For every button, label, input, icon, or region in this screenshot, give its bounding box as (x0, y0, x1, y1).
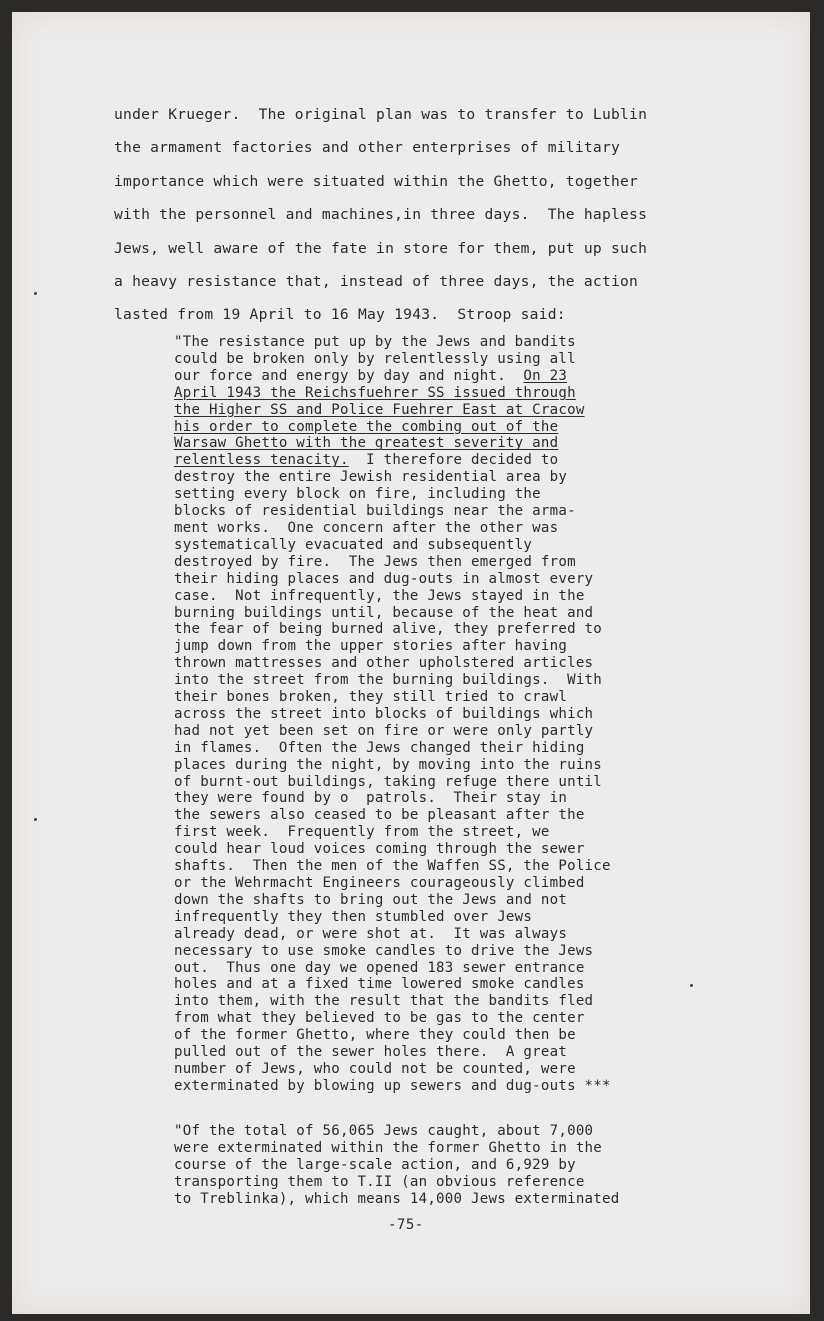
statistics-quote-block (174, 1123, 714, 1208)
text-line: under Krueger. The original plan was to transfer to Lublin (114, 106, 648, 123)
text-line: lasted from 19 April to 16 May 1943. Stroop said: (114, 306, 566, 324)
quote-line: blocks of residential buildings near the arma- (174, 503, 576, 520)
main-paragraph (114, 98, 724, 332)
quote-line: into them, with the result that the bandits fled (174, 993, 594, 1010)
quote-line: of the former Ghetto, where they could then be (174, 1027, 576, 1044)
underlined-line: the Higher SS and Police Fuehrer East at Cracow (174, 401, 585, 418)
quote-line: in flames. Often the Jews changed their hiding (174, 739, 585, 756)
quote-line: of burnt-out buildings, taking refuge there until (174, 773, 603, 790)
quote-line: systematically evacuated and subsequently (174, 536, 533, 553)
quote-line: from what they believed to be gas to the center (174, 1010, 585, 1027)
quote-line: their hiding places and dug-outs in almost every (174, 570, 594, 587)
text-line: a heavy resistance that, instead of three days, the action (114, 273, 639, 291)
quote-line (174, 452, 714, 469)
quote-line: down the shafts to bring out the Jews and not (174, 891, 568, 908)
quote-line: had not yet been set on fire or were only partly (174, 722, 594, 739)
underlined-line: April 1943 the Reichsfuehrer SS issued through (174, 384, 576, 401)
quote-line: pulled out of the sewer holes there. A great (174, 1044, 568, 1061)
quote-line: into the street from the burning buildings. With (174, 672, 603, 689)
quote-line: thrown mattresses and other upholstered articles (174, 655, 594, 672)
margin-mark (34, 818, 37, 821)
margin-mark (34, 292, 37, 295)
quote-text: our force and energy by day and night. (174, 367, 524, 384)
quote-line: "The resistance put up by the Jews and bandits (174, 334, 576, 350)
stroop-quote-block (174, 334, 714, 1095)
quote-line: jump down from the upper stories after having (174, 638, 568, 655)
quote-line: burning buildings until, because of the heat and (174, 604, 594, 621)
quote-line: their bones broken, they still tried to crawl (174, 689, 568, 706)
quote-line: transporting them to T.II (an obvious reference (174, 1173, 585, 1190)
quote-line: could hear loud voices coming through the sewer (174, 841, 585, 858)
quote-line: course of the large-scale action, and 6,929 by (174, 1156, 576, 1173)
quote-line: were exterminated within the former Ghetto in the (174, 1139, 603, 1156)
text-line: with the personnel and machines,in three days. The hapless (114, 206, 648, 224)
quote-line: first week. Frequently from the street, we (174, 824, 550, 841)
quote-line: destroyed by fire. The Jews then emerged from (174, 553, 576, 570)
page-number: -75- (388, 1217, 424, 1233)
quote-line: setting every block on fire, including the (174, 486, 541, 503)
margin-mark (690, 984, 693, 987)
quote-line: holes and at a fixed time lowered smoke candles (174, 976, 585, 993)
quote-text: I therefore decided to (348, 452, 559, 469)
quote-line: could be broken only by relentlessly using all (174, 350, 576, 367)
underlined-text: On 23 (523, 367, 568, 384)
quote-line: across the street into blocks of buildings which (174, 705, 594, 722)
quote-line: number of Jews, who could not be counted, were (174, 1060, 576, 1077)
text-line: the armament factories and other enterprises of military (114, 139, 621, 157)
quote-line: "Of the total of 56,065 Jews caught, about 7,000 (174, 1123, 594, 1139)
document-page (12, 12, 810, 1314)
quote-line: the sewers also ceased to be pleasant after the (174, 807, 585, 824)
quote-line: places during the night, by moving into the ruins (174, 756, 603, 773)
quote-line: infrequently they then stumbled over Jews (174, 908, 533, 925)
quote-line: ment works. One concern after the other was (174, 519, 559, 536)
quote-line: exterminated by blowing up sewers and dug-outs *** (174, 1077, 611, 1094)
quote-line: to Treblinka), which means 14,000 Jews exterminated (174, 1190, 620, 1207)
underlined-text: relentless tenacity. (174, 452, 349, 469)
quote-line: they were found by o patrols. Their stay in (174, 790, 568, 807)
quote-line: or the Wehrmacht Engineers courageously climbed (174, 875, 585, 891)
quote-line: necessary to use smoke candles to drive the Jews (174, 942, 594, 959)
quote-line: the fear of being burned alive, they preferred to (174, 621, 603, 638)
quote-line: out. Thus one day we opened 183 sewer entrance (174, 959, 585, 976)
underlined-line: Warsaw Ghetto with the greatest severity and (174, 435, 559, 452)
text-line: Jews, well aware of the fate in store for them, put up such (114, 239, 648, 257)
quote-line: shafts. Then the men of the Waffen SS, the Police (174, 858, 611, 875)
quote-line: already dead, or were shot at. It was always (174, 925, 568, 942)
quote-line: destroy the entire Jewish residential area by (174, 469, 568, 486)
text-line: importance which were situated within the Ghetto, together (114, 172, 639, 190)
underlined-line: his order to complete the combing out of the (174, 418, 559, 435)
quote-line (174, 368, 714, 385)
quote-line: case. Not infrequently, the Jews stayed in the (174, 587, 585, 604)
